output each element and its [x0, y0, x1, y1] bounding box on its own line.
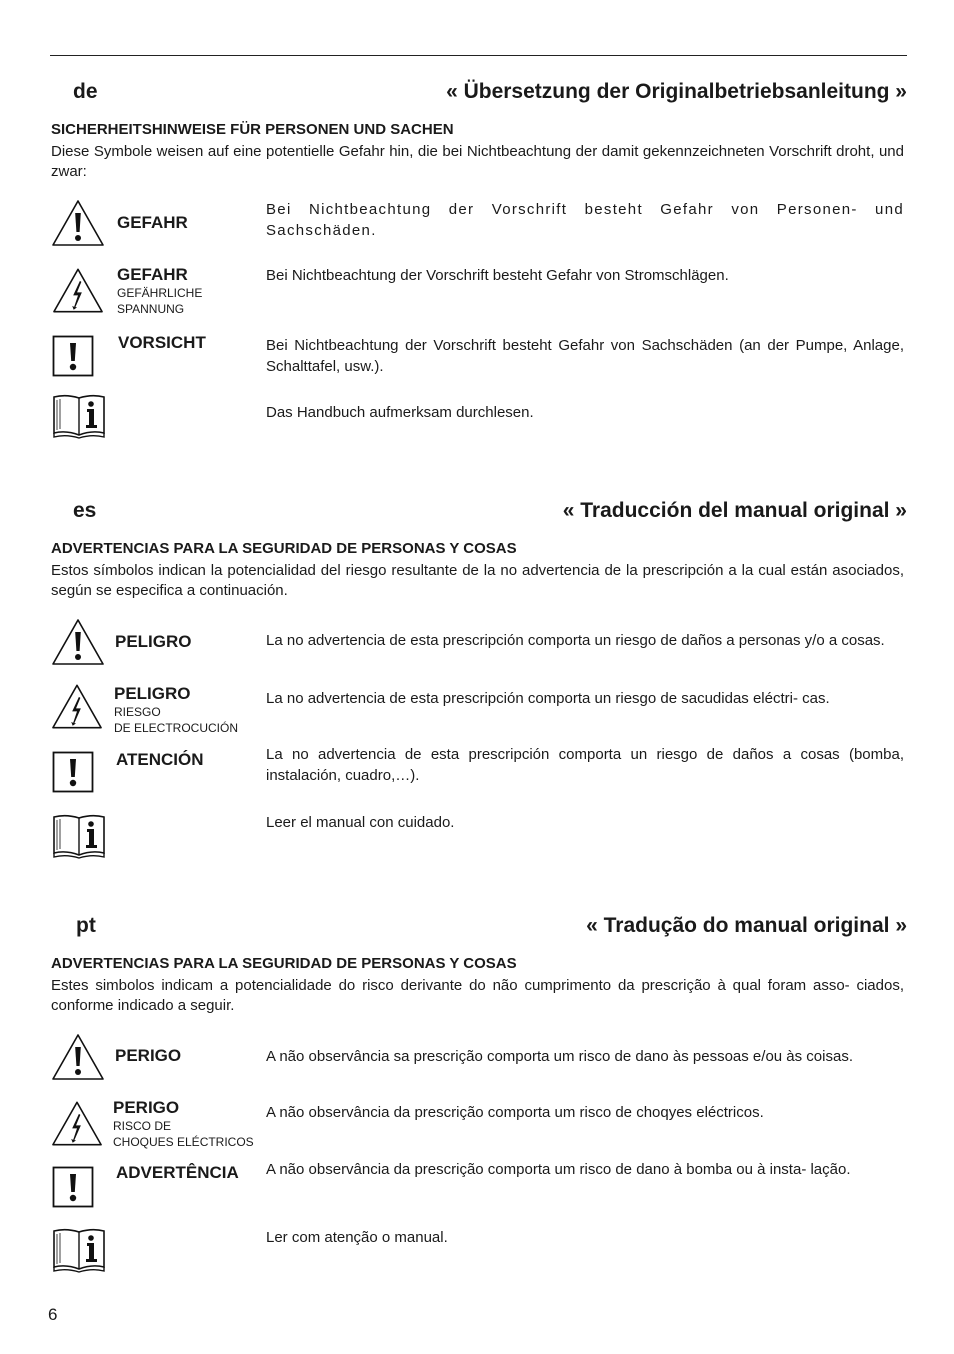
hazard-label [117, 213, 188, 233]
hazard-label-main: ADVERTÊNCIA [116, 1163, 239, 1182]
electric-hazard-icon [52, 267, 104, 314]
page-number: 6 [48, 1305, 58, 1324]
language-code: pt [76, 914, 96, 937]
hazard-description: A não observância da prescrição comporta um risco de dano à bomba ou à insta- lação. [266, 1161, 851, 1178]
warning-triangle-icon [51, 199, 105, 247]
warning-triangle-icon [51, 618, 105, 666]
hazard-description: Das Handbuch aufmerksam durchlesen. [266, 404, 534, 421]
hazard-description: A não observância sa prescrição comporta um risco de dano às pessoas e/ou às coisas. [266, 1048, 853, 1065]
hazard-label [116, 1163, 239, 1183]
intro-paragraph: Estes simbolos indicam a potencialidade do risco derivante do não cumprimento da prescrição à qual foram asso- ciados, conforme indicado a seguir. [51, 977, 904, 1014]
section-de [50, 80, 907, 470]
hazard-label-main: PERIGO [113, 1098, 180, 1117]
hazard-label-sub: SPANNUNG [117, 302, 185, 316]
safety-heading: SICHERHEITSHINWEISE FÜR PERSONEN UND SACHEN [51, 121, 454, 138]
top-rule [50, 55, 907, 56]
hazard-label-sub: GEFÄHRLICHE [117, 286, 203, 300]
hazard-description: La no advertencia de esta prescripción comporta un riesgo de daños a cosas (bomba, instalación, cuadro,…). [266, 746, 904, 784]
caution-square-icon [52, 335, 94, 377]
manual-info-icon [51, 1226, 107, 1274]
section-title: « Übersetzung der Originalbetriebsanleitung » [446, 80, 907, 103]
hazard-label [116, 750, 204, 770]
hazard-label [115, 632, 192, 652]
warning-triangle-icon [51, 1033, 105, 1081]
hazard-label-main: VORSICHT [118, 333, 206, 352]
safety-heading: ADVERTENCIAS PARA LA SEGURIDAD DE PERSONAS Y COSAS [51, 540, 517, 557]
intro-paragraph: Diese Symbole weisen auf eine potentielle Gefahr hin, die bei Nichtbeachtung der damit gekennzeichneten Vorschrift droht, und zwar: [51, 143, 904, 180]
intro-paragraph: Estos símbolos indican la potencialidad del riesgo resultante de la no advertencia de la prescripción a la cual están asociados, según se especifica a continuación. [51, 562, 904, 599]
hazard-description: Leer el manual con cuidado. [266, 814, 455, 831]
hazard-label-sub: DE ELECTROCUCIÓN [114, 721, 239, 735]
hazard-label [115, 1046, 181, 1066]
caution-square-icon [52, 1166, 94, 1208]
hazard-label-sub: CHOQUES ELÉCTRICOS [113, 1135, 254, 1149]
hazard-label [117, 265, 202, 317]
hazard-description: Bei Nichtbeachtung der Vorschrift besteht Gefahr von Personen- und Sachschäden. [266, 201, 904, 239]
manual-info-icon [51, 392, 107, 440]
hazard-label [114, 684, 238, 736]
hazard-label-main: PELIGRO [114, 684, 191, 703]
manual-info-icon [51, 812, 107, 860]
language-code: es [73, 499, 97, 522]
electric-hazard-icon [51, 1100, 103, 1147]
language-code: de [73, 80, 98, 103]
hazard-description: Ler com atenção o manual. [266, 1229, 448, 1246]
hazard-description: A não observância da prescrição comporta um risco de choqyes eléctricos. [266, 1104, 764, 1121]
hazard-description: La no advertencia de esta prescripción comporta un riesgo de sacudidas eléctri- cas. [266, 690, 830, 707]
section-pt [50, 914, 907, 1304]
section-title: « Tradução do manual original » [586, 914, 907, 937]
hazard-label-main: GEFAHR [117, 265, 188, 284]
hazard-label-main: PERIGO [115, 1046, 182, 1065]
hazard-label-main: PELIGRO [115, 632, 192, 651]
hazard-label [113, 1098, 254, 1150]
hazard-description: Bei Nichtbeachtung der Vorschrift besteht Gefahr von Sachschäden (an der Pumpe, Anlage, Schalttafel, usw.). [266, 337, 904, 375]
hazard-description: Bei Nichtbeachtung der Vorschrift besteht Gefahr von Stromschlägen. [266, 267, 729, 284]
section-title: « Traducción del manual original » [562, 499, 907, 522]
hazard-label [118, 333, 206, 353]
electric-hazard-icon [51, 683, 103, 730]
hazard-label-main: GEFAHR [117, 213, 188, 232]
hazard-label-sub: RISCO DE [113, 1119, 172, 1133]
caution-square-icon [52, 751, 94, 793]
hazard-label-sub: RIESGO [114, 705, 161, 719]
hazard-label-main: ATENCIÓN [116, 750, 204, 769]
hazard-description: La no advertencia de esta prescripción comporta un riesgo de daños a personas y/o a cosas. [266, 632, 885, 649]
safety-heading: ADVERTENCIAS PARA LA SEGURIDAD DE PERSONAS Y COSAS [51, 955, 517, 972]
section-es [50, 499, 907, 889]
